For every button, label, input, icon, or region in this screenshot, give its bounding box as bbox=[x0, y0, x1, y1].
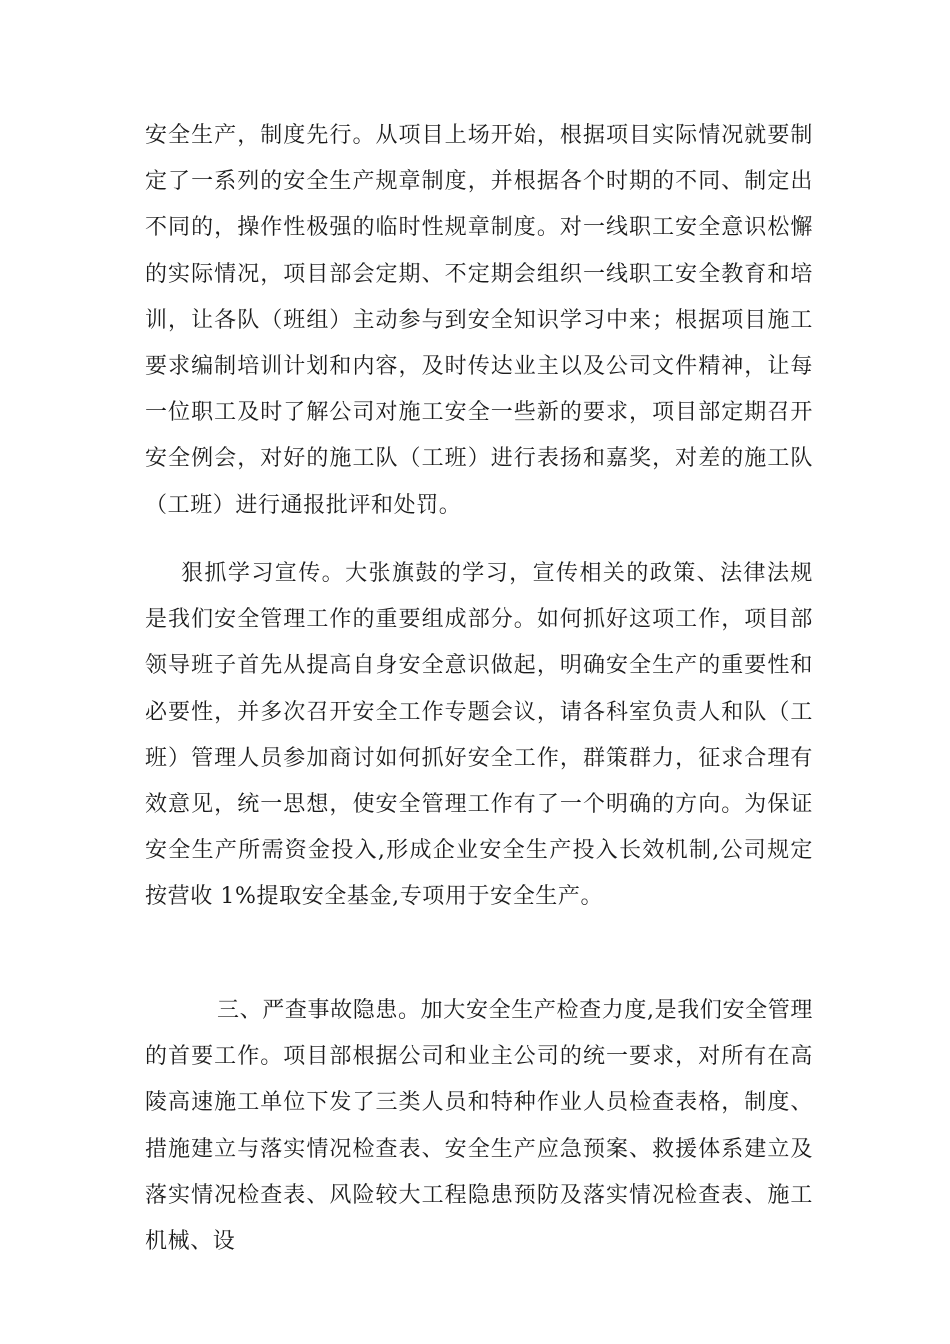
paragraph-safety-rules: 安全生产，制度先行。从项目上场开始，根据项目实际情况就要制定了一系列的安全生产规章制度，并根据各个时期的不同、制定出不同的，操作性极强的临时性规章制度。对一线职工安全意识松懈的实际情况，项目部会定期、不定期会组织一线职工安全教育和培训，让各队（班组）主动参与到安全知识学习中来；根据项目施工要求编制培训计划和内容，及时传达业主以及公司文件精神，让每一位职工及时了解公司对施工安全一些新的要求，项目部定期召开安全例会，对好的施工队（工班）进行表扬和嘉奖，对差的施工队（工班）进行通报批评和处罚。 bbox=[145, 123, 813, 518]
paragraph-hazard-inspection: 三、严查事故隐患。加大安全生产检查力度,是我们安全管理的首要工作。项目部根据公司和业主公司的统一要求，对所有在高陵高速施工单位下发了三类人员和特种作业人员检查表格，制度、措施建立与落实情况检查表、安全生产应急预案、救援体系建立及落实情况检查表、风险较大工程隐患预防及落实情况检查表、施工机械、设 bbox=[145, 998, 813, 1255]
paragraph-study-promotion: 狠抓学习宣传。大张旗鼓的学习，宣传相关的政策、法律法规是我们安全管理工作的重要组成部分。如何抓好这项工作，项目部领导班子首先从提高自身安全意识做起，明确安全生产的重要性和必要性，并多次召开安全工作专题会议，请各科室负责人和队（工班）管理人员参加商讨如何抓好安全工作，群策群力，征求合理有效意见，统一思想，使安全管理工作有了一个明确的方向。为保证安全生产所需资金投入,形成企业安全生产投入长效机制,公司规定按营收 1%提取安全基金,专项用于安全生产。 bbox=[145, 561, 813, 910]
